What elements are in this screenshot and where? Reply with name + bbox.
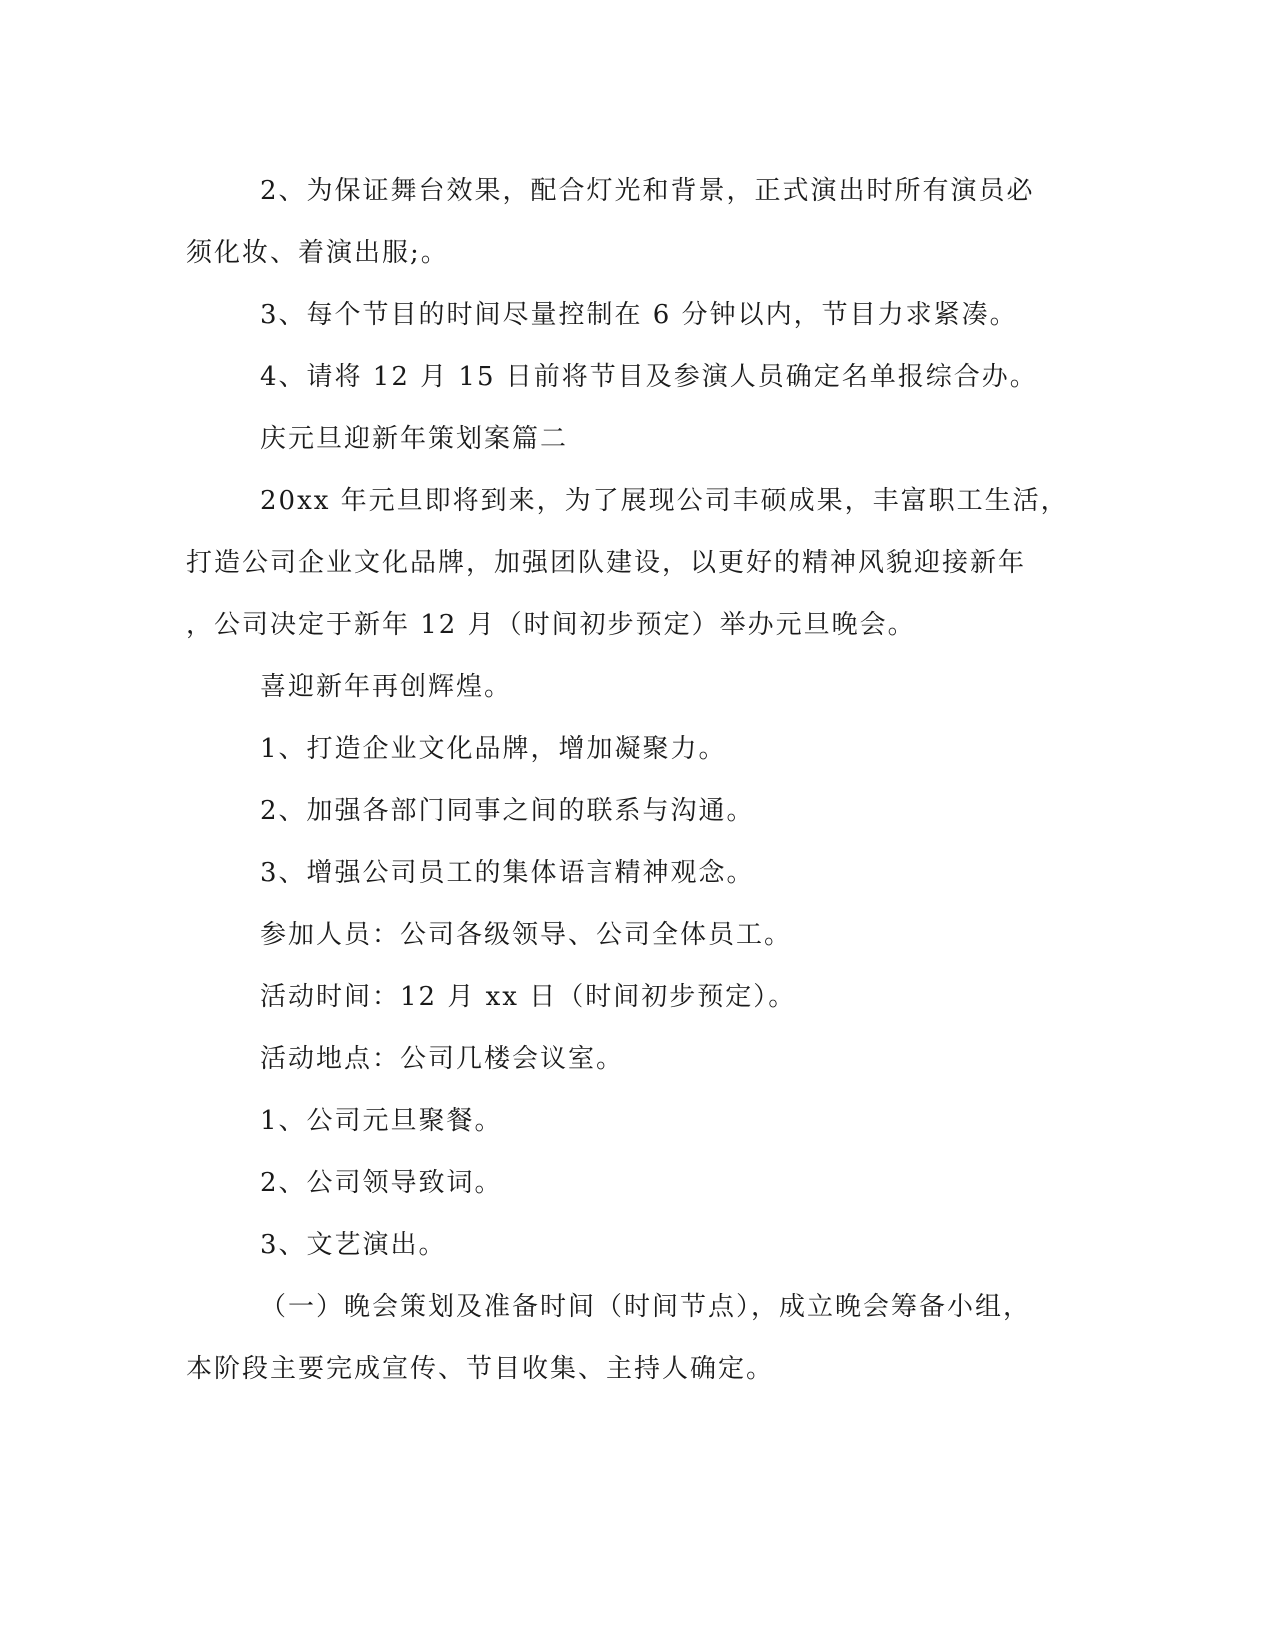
text-line: 2、为保证舞台效果，配合灯光和背景，正式演出时所有演员必 bbox=[260, 176, 1035, 206]
text-line: 活动地点：公司几楼会议室。 bbox=[260, 1044, 625, 1074]
text-line: 3、增强公司员工的集体语言精神观念。 bbox=[260, 858, 755, 888]
text-line: 4、请将 12 月 15 日前将节目及参演人员确定名单报综合办。 bbox=[260, 362, 1038, 392]
paragraph-agenda-2 bbox=[186, 1152, 1066, 1214]
paragraph-participants bbox=[186, 904, 1066, 966]
paragraph-submit-list bbox=[186, 346, 1066, 408]
text-line: 20xx 年元旦即将到来，为了展现公司丰硕成果，丰富职工生活， bbox=[260, 486, 1069, 516]
paragraph-theme bbox=[186, 656, 1066, 718]
text-line: 喜迎新年再创辉煌。 bbox=[260, 672, 513, 702]
text-line: （一）晚会策划及准备时间（时间节点），成立晚会筹备小组， bbox=[260, 1292, 1032, 1322]
paragraph-introduction bbox=[186, 470, 1069, 656]
section-heading bbox=[186, 408, 1066, 470]
paragraph-stage-effect bbox=[186, 160, 1066, 284]
paragraph-goal-1 bbox=[186, 718, 1066, 780]
text-line: ，公司决定于新年 12 月（时间初步预定）举办元旦晚会。 bbox=[186, 610, 916, 640]
text-line: 参加人员：公司各级领导、公司全体员工。 bbox=[260, 920, 793, 950]
heading-text: 庆元旦迎新年策划案篇二 bbox=[260, 424, 569, 454]
document-body bbox=[186, 160, 1069, 1400]
text-line: 须化妆、着演出服;。 bbox=[186, 238, 449, 268]
paragraph-preparation bbox=[186, 1276, 1066, 1400]
text-line: 本阶段主要完成宣传、节目收集、主持人确定。 bbox=[186, 1354, 775, 1384]
text-line: 1、公司元旦聚餐。 bbox=[260, 1106, 503, 1136]
text-line: 1、打造企业文化品牌，增加凝聚力。 bbox=[260, 734, 727, 764]
text-line: 3、文艺演出。 bbox=[260, 1230, 447, 1260]
paragraph-goal-3 bbox=[186, 842, 1066, 904]
paragraph-activity-time bbox=[186, 966, 1066, 1028]
paragraph-goal-2 bbox=[186, 780, 1066, 842]
text-line: 2、公司领导致词。 bbox=[260, 1168, 503, 1198]
paragraph-program-duration bbox=[186, 284, 1066, 346]
paragraph-agenda-1 bbox=[186, 1090, 1066, 1152]
paragraph-activity-location bbox=[186, 1028, 1066, 1090]
text-line: 2、加强各部门同事之间的联系与沟通。 bbox=[260, 796, 755, 826]
text-line: 打造公司企业文化品牌，加强团队建设，以更好的精神风貌迎接新年 bbox=[186, 548, 1027, 578]
text-line: 3、每个节目的时间尽量控制在 6 分钟以内，节目力求紧凑。 bbox=[260, 300, 1018, 330]
text-line: 活动时间：12 月 xx 日（时间初步预定）。 bbox=[260, 982, 797, 1012]
paragraph-agenda-3 bbox=[186, 1214, 1066, 1276]
